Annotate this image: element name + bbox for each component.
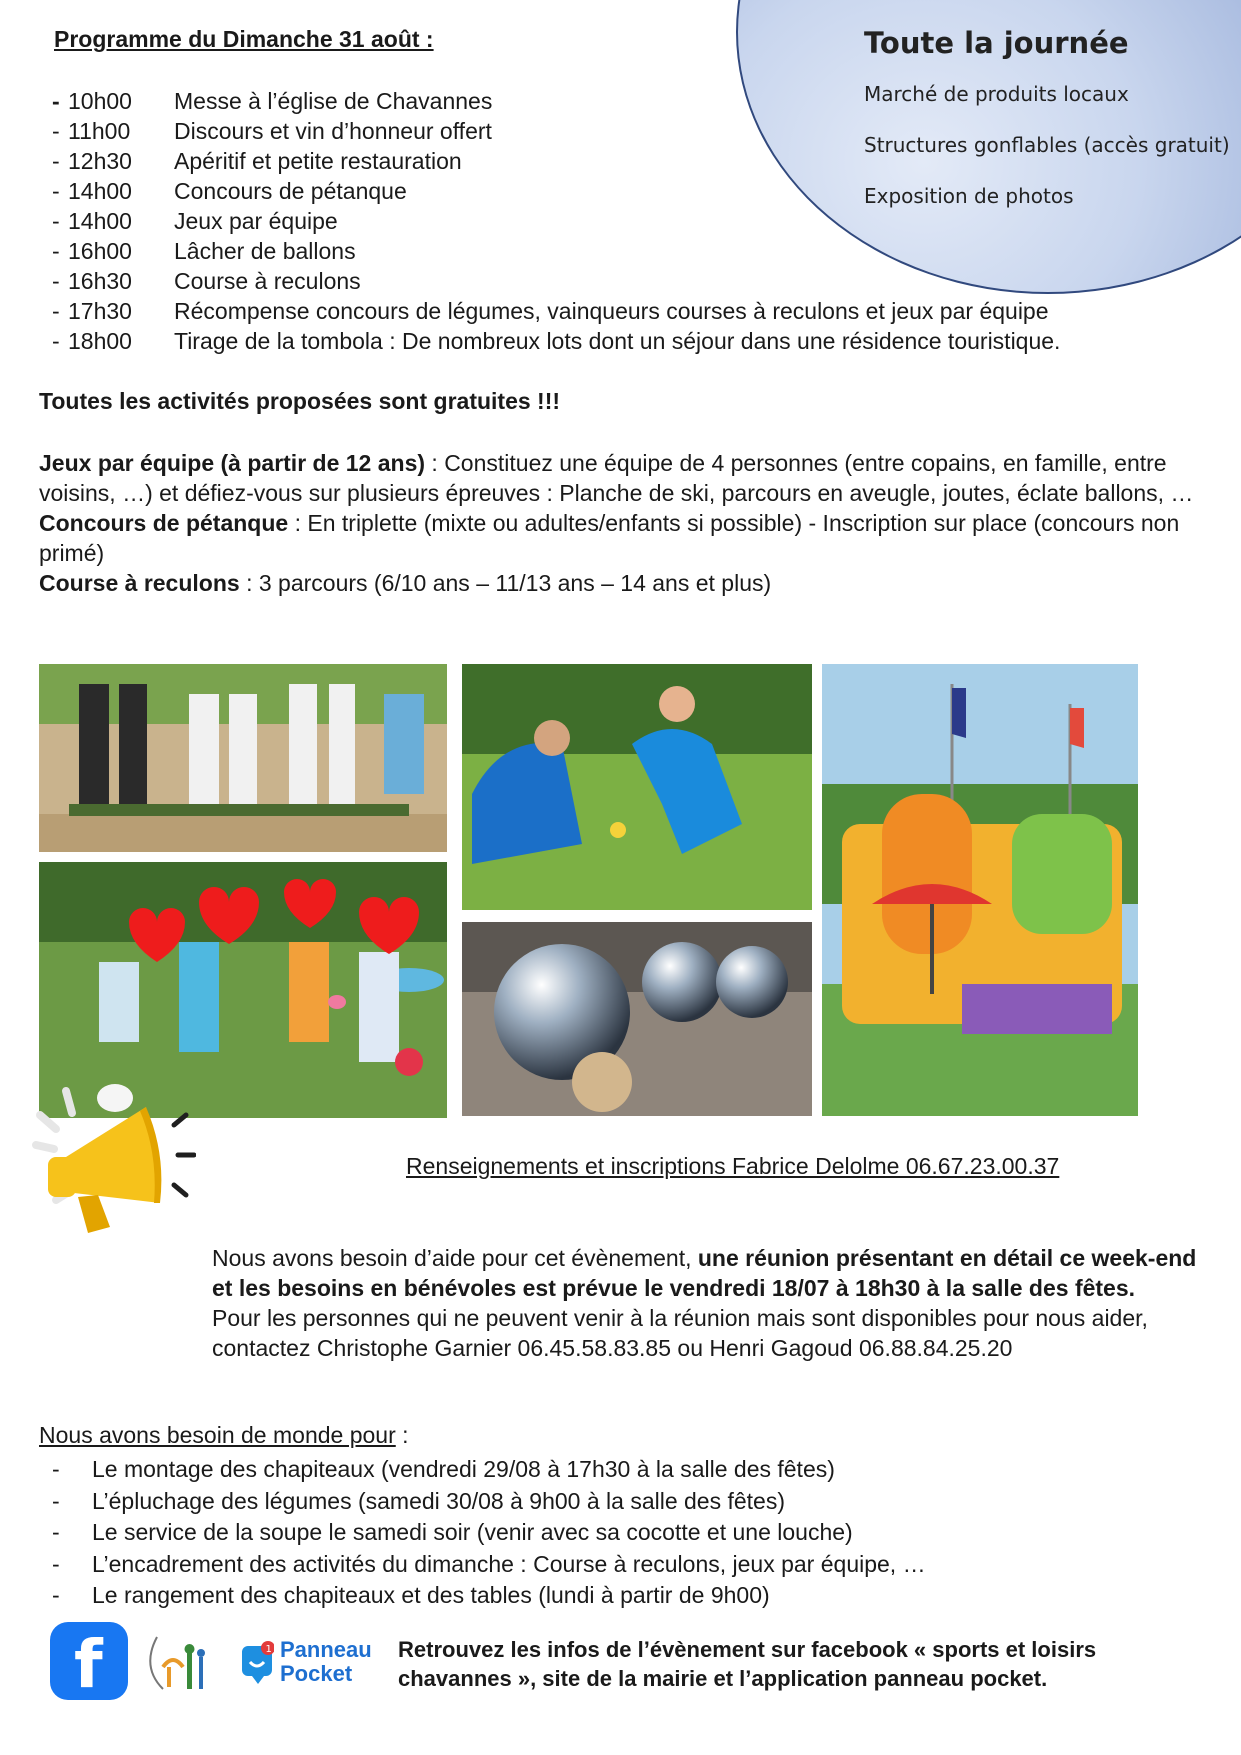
programme-label: Discours et vin d’honneur offert [174,118,492,144]
programme-time: 17h30 [68,298,132,324]
photo-bouncy-castle [822,664,1138,1116]
needs-item: - L’encadrement des activités du dimanche : Course à reculons, jeux par équipe, … [52,1549,926,1581]
needs-item: - Le rangement des chapiteaux et des tables (lundi à partir de 9h00) [52,1580,926,1612]
panneau-line2: Pocket [280,1661,353,1686]
photo-team-games [462,664,812,910]
programme-label: Concours de pétanque [174,178,407,204]
programme-item: - 18h00 Tirage de la tombola : De nombreux lots dont un séjour dans une résidence touristique. [52,328,1061,354]
help-intro: Nous avons besoin d’aide pour cet évènement, [212,1245,698,1271]
programme-item: - 12h30 Apéritif et petite restauration [52,148,462,174]
programme-item: - 16h30 Course à reculons [52,268,361,294]
photo-ski-plank [39,664,447,852]
facebook-icon[interactable] [50,1622,128,1703]
programme-time: 14h00 [68,178,132,204]
programme-item: - 14h00 Jeux par équipe [52,208,338,234]
help-paragraph [212,1243,1212,1363]
panneau-pocket-logo [280,1638,372,1686]
activity-name: Jeux par équipe (à partir de 12 ans) [39,450,426,476]
programme-label: Jeux par équipe [174,208,338,234]
corner-item: Structures gonflables (accès gratuit) [864,133,1230,157]
corner-title: Toute la journée [864,26,1129,60]
corner-item: Exposition de photos [864,184,1074,208]
programme-time: 18h00 [68,328,132,354]
activity-name: Concours de pétanque [39,510,289,536]
photo-kids-balloons [39,862,447,1118]
facebook-letter: f [74,1626,103,1703]
panneau-line1: Panneau [280,1637,372,1662]
needs-item-text: L’épluchage des légumes (samedi 30/08 à 9h00 à la salle des fêtes) [92,1487,786,1514]
needs-item-text: Le service de la soupe le samedi soir (venir avec sa cocotte et une louche) [92,1519,853,1545]
needs-list [52,1454,926,1612]
needs-title [39,1422,409,1449]
programme-title: Programme du Dimanche 31 août : [54,26,434,52]
programme-time: 12h30 [68,148,132,174]
programme-label: Course à reculons [174,268,361,294]
programme-time: 11h00 [68,118,131,144]
needs-item: - Le montage des chapiteaux (vendredi 29/08 à 17h30 à la salle des fêtes) [52,1454,926,1486]
help-contact: Pour les personnes qui ne peuvent venir à la réunion mais sont disponibles pour nous aider, contactez Christophe Garnier 06.45.58.83.85 ou Henri Gagoud 06.88.84.25.20 [212,1305,1148,1361]
programme-time: 14h00 [68,208,132,234]
activity-text: : Constituez une équipe de 4 personnes (entre copains, en famille, entre voisins, …) et défiez-vous sur plusieurs épreuves : Planche de ski, parcours en aveugle, joutes, éclate ballons, … [39,450,1194,506]
programme-label: Lâcher de ballons [174,238,356,264]
help-meeting: une réunion présentant en détail ce week-end et les besoins en bénévoles est prévue le vendredi 18/07 à 18h30 à la salle des fêtes. [212,1245,1197,1301]
programme-item: - 14h00 Concours de pétanque [52,178,407,204]
needs-item: - Le service de la soupe le samedi soir (venir avec sa cocotte et une louche) [52,1517,926,1549]
activity-text: : 3 parcours (6/10 ans – 11/13 ans – 14 ans et plus) [239,570,772,596]
programme-item: - 16h00 Lâcher de ballons [52,238,356,264]
programme-item: - 17h30 Récompense concours de légumes, vainqueurs courses à reculons et jeux par équipe [52,298,1049,324]
needs-title-text: Nous avons besoin de monde pour [39,1422,396,1448]
activity-paragraph [39,508,1199,568]
megaphone-icon [26,1085,196,1235]
programme-time: 10h00 [68,88,132,114]
sports-loisirs-logo [143,1627,217,1697]
corner-item: Marché de produits locaux [864,82,1129,106]
activity-name: Course à reculons [39,570,240,596]
activity-paragraph [39,448,1199,508]
photo-petanque-balls [462,922,812,1116]
programme-item: - 10h00 Messe à l’église de Chavannes [52,88,493,114]
needs-title-suffix: : [395,1422,409,1448]
programme-time: 16h30 [68,268,132,294]
needs-item-text: Le rangement des chapiteaux et des tables (lundi à partir de 9h00) [92,1582,770,1608]
activities-description [39,448,1199,598]
programme-item: - 11h00 Discours et vin d’honneur offert [52,118,492,144]
panneau-pocket-icon[interactable] [240,1640,274,1686]
activity-paragraph [39,568,1199,598]
programme-time: 16h00 [68,238,132,264]
free-note: Toutes les activités proposées sont gratuites !!! [39,388,561,414]
contact-link[interactable]: Renseignements et inscriptions Fabrice Delolme 06.67.23.00.37 [406,1153,1060,1179]
programme-list [52,86,1060,356]
panneau-badge: 1 [265,1644,272,1655]
programme-label: Messe à l’église de Chavannes [174,88,493,114]
needs-item-text: Le montage des chapiteaux (vendredi 29/08 à 17h30 à la salle des fêtes) [92,1456,835,1482]
programme-label: Tirage de la tombola : De nombreux lots dont un séjour dans une résidence touristique. [174,328,1061,354]
needs-item-text: L’encadrement des activités du dimanche : Course à reculons, jeux par équipe, … [92,1550,926,1577]
programme-label: Apéritif et petite restauration [174,148,462,174]
needs-item: - L’épluchage des légumes (samedi 30/08 à 9h00 à la salle des fêtes) [52,1486,926,1518]
activity-text: : En triplette (mixte ou adultes/enfants si possible) - Inscription sur place (concours non primé) [39,510,1180,566]
programme-label: Récompense concours de légumes, vainqueurs courses à reculons et jeux par équipe [174,298,1049,324]
footer-note: Retrouvez les infos de l’évènement sur facebook « sports et loisirs chavannes », site de la mairie et l’application panneau pocket. [398,1637,1097,1691]
